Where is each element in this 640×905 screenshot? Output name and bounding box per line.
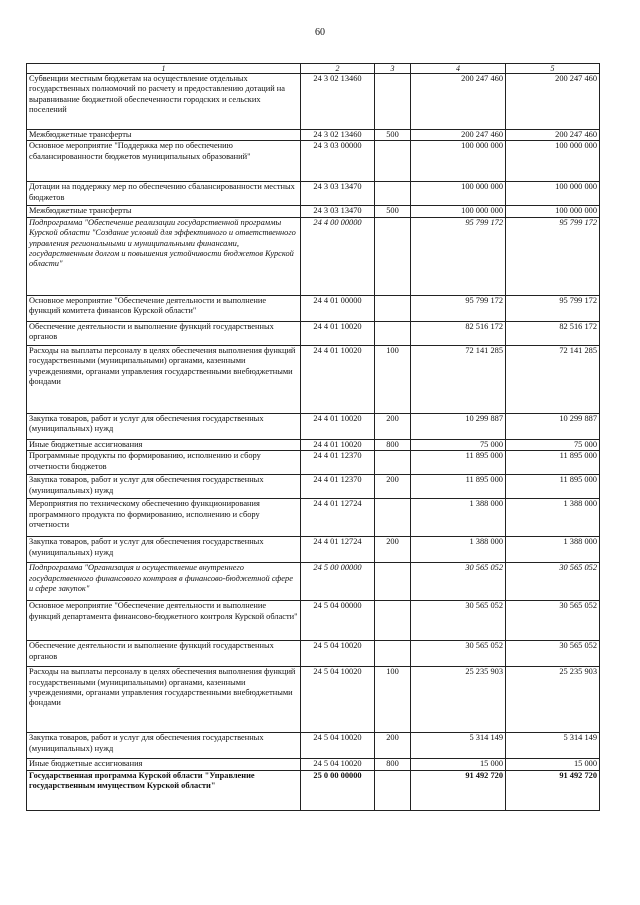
row-value-col5-cell: 25 235 903 [506,667,600,733]
row-value-col4-cell: 200 247 460 [411,130,506,141]
row-kind-cell [375,563,411,601]
row-value-col4-cell: 200 247 460 [411,74,506,130]
row-kind-cell [375,451,411,475]
table-row [27,601,600,641]
row-value-col5-cell: 200 247 460 [506,74,600,130]
row-code-cell: 24 4 01 12370 [301,451,375,475]
table-row [27,770,600,810]
table-row [27,130,600,141]
row-name-cell: Государственная программа Курской области "Управление государственным имуществом Курской области" [27,770,301,810]
row-kind-cell: 800 [375,439,411,450]
row-value-col5-cell: 95 799 172 [506,217,600,295]
row-code-cell: 24 3 03 13470 [301,206,375,217]
row-value-col4-cell: 82 516 172 [411,321,506,345]
row-name-cell: Обеспечение деятельности и выполнение функций государственных органов [27,321,301,345]
page-number: 60 [315,27,325,38]
row-value-col5-cell: 72 141 285 [506,345,600,413]
row-kind-cell: 200 [375,475,411,499]
row-kind-cell: 500 [375,130,411,141]
row-name-cell: Расходы на выплаты персоналу в целях обеспечения выполнения функций государственными (муниципальными) органами, казенными учреждениями, органами управления государственными внебюджетными фондами [27,345,301,413]
budget-table [26,63,600,811]
row-name-cell: Закупка товаров, работ и услуг для обеспечения государственных (муниципальных) нужд [27,413,301,439]
column-header-4: 4 [411,64,506,74]
table-row [27,74,600,130]
row-kind-cell [375,601,411,641]
row-name-cell: Программные продукты по формированию, исполнению и сбору отчетности бюджетов [27,451,301,475]
row-code-cell: 24 5 04 10020 [301,667,375,733]
row-value-col5-cell: 1 388 000 [506,499,600,537]
row-name-cell: Иные бюджетные ассигнования [27,759,301,770]
table-row [27,759,600,770]
row-value-col4-cell: 11 895 000 [411,475,506,499]
row-name-cell: Закупка товаров, работ и услуг для обеспечения государственных (муниципальных) нужд [27,537,301,563]
row-value-col4-cell: 100 000 000 [411,182,506,206]
row-kind-cell: 200 [375,733,411,759]
table-row [27,667,600,733]
row-name-cell: Расходы на выплаты персоналу в целях обеспечения выполнения функций государственными (муниципальными) органами, казенными учреждениями, органами управления государственными внебюджетными фондами [27,667,301,733]
row-kind-cell [375,321,411,345]
row-code-cell: 24 3 02 13460 [301,130,375,141]
row-value-col4-cell: 1 388 000 [411,537,506,563]
row-value-col4-cell: 30 565 052 [411,641,506,667]
row-value-col4-cell: 95 799 172 [411,295,506,321]
row-name-cell: Дотации на поддержку мер по обеспечению сбалансированности местных бюджетов [27,182,301,206]
table-row [27,217,600,295]
row-value-col5-cell: 11 895 000 [506,451,600,475]
table-row [27,537,600,563]
row-value-col4-cell: 1 388 000 [411,499,506,537]
row-value-col4-cell: 72 141 285 [411,345,506,413]
row-kind-cell [375,641,411,667]
row-kind-cell: 100 [375,667,411,733]
row-value-col4-cell: 100 000 000 [411,141,506,182]
row-kind-cell [375,499,411,537]
row-code-cell: 24 4 01 12370 [301,475,375,499]
row-value-col5-cell: 91 492 720 [506,770,600,810]
column-header-2: 2 [301,64,375,74]
row-value-col5-cell: 100 000 000 [506,182,600,206]
row-name-cell: Субвенции местным бюджетам на осуществление отдельных государственных полномочий по расчету и предоставлению дотаций на выравнивание бюджетной обеспеченности городских и сельских поселений [27,74,301,130]
row-name-cell: Закупка товаров, работ и услуг для обеспечения государственных (муниципальных) нужд [27,475,301,499]
row-code-cell: 24 3 03 13470 [301,182,375,206]
row-code-cell: 24 5 04 10020 [301,733,375,759]
row-value-col5-cell: 15 000 [506,759,600,770]
row-value-col4-cell: 5 314 149 [411,733,506,759]
row-kind-cell: 800 [375,759,411,770]
row-value-col4-cell: 100 000 000 [411,206,506,217]
row-name-cell: Основное мероприятие "Обеспечение деятельности и выполнение функций комитета финансов Курской области" [27,295,301,321]
row-code-cell: 24 4 01 00000 [301,295,375,321]
row-value-col5-cell: 1 388 000 [506,537,600,563]
row-value-col5-cell: 30 565 052 [506,563,600,601]
row-kind-cell: 100 [375,345,411,413]
row-name-cell: Мероприятия по техническому обеспечению функционирования программного продукта по формированию, исполнению и сбору отчетности [27,499,301,537]
row-code-cell: 24 4 01 12724 [301,499,375,537]
column-header-3: 3 [375,64,411,74]
row-kind-cell [375,295,411,321]
row-name-cell: Межбюджетные трансферты [27,130,301,141]
row-value-col5-cell: 82 516 172 [506,321,600,345]
row-value-col5-cell: 5 314 149 [506,733,600,759]
row-value-col5-cell: 11 895 000 [506,475,600,499]
row-code-cell: 24 5 04 00000 [301,601,375,641]
row-code-cell: 24 5 04 10020 [301,641,375,667]
row-code-cell: 25 0 00 00000 [301,770,375,810]
row-value-col5-cell: 30 565 052 [506,601,600,641]
row-value-col4-cell: 95 799 172 [411,217,506,295]
row-code-cell: 24 4 01 10020 [301,439,375,450]
table-row [27,321,600,345]
row-value-col5-cell: 100 000 000 [506,141,600,182]
table-header-row [27,64,600,74]
row-kind-cell: 500 [375,206,411,217]
row-code-cell: 24 5 00 00000 [301,563,375,601]
table-row [27,641,600,667]
row-code-cell: 24 3 02 13460 [301,74,375,130]
table-row [27,413,600,439]
row-kind-cell [375,74,411,130]
row-name-cell: Подпрограмма "Обеспечение реализации государственной программы Курской области "Создание условий для эффективного и ответственного управления региональными и муниципальными финансами, государственным долгом и повышения устойчивости бюджетов Курской области" [27,217,301,295]
row-kind-cell: 200 [375,413,411,439]
row-value-col5-cell: 10 299 887 [506,413,600,439]
row-value-col4-cell: 30 565 052 [411,601,506,641]
row-value-col5-cell: 30 565 052 [506,641,600,667]
table-row [27,733,600,759]
row-name-cell: Основное мероприятие "Поддержка мер по обеспечению сбалансированности бюджетов муниципальных образований" [27,141,301,182]
table-row [27,439,600,450]
row-value-col4-cell: 25 235 903 [411,667,506,733]
row-code-cell: 24 4 00 00000 [301,217,375,295]
row-kind-cell: 200 [375,537,411,563]
table-row [27,295,600,321]
row-code-cell: 24 4 01 10020 [301,345,375,413]
row-value-col4-cell: 10 299 887 [411,413,506,439]
table-row [27,475,600,499]
row-value-col4-cell: 15 000 [411,759,506,770]
row-value-col5-cell: 75 000 [506,439,600,450]
row-kind-cell [375,182,411,206]
row-value-col4-cell: 91 492 720 [411,770,506,810]
row-value-col5-cell: 95 799 172 [506,295,600,321]
table-body [27,74,600,811]
row-kind-cell [375,217,411,295]
table-row [27,499,600,537]
table-row [27,563,600,601]
row-name-cell: Обеспечение деятельности и выполнение функций государственных органов [27,641,301,667]
row-name-cell: Закупка товаров, работ и услуг для обеспечения государственных (муниципальных) нужд [27,733,301,759]
row-name-cell: Подпрограмма "Организация и осуществление внутреннего государственного финансового контроля в финансово-бюджетной сфере и сфере закупок" [27,563,301,601]
row-name-cell: Основное мероприятие "Обеспечение деятельности и выполнение функций департамента финансово-бюджетного контроля Курской области" [27,601,301,641]
table-row [27,141,600,182]
row-code-cell: 24 4 01 12724 [301,537,375,563]
table-row [27,182,600,206]
table-row [27,345,600,413]
column-header-5: 5 [506,64,600,74]
row-kind-cell [375,141,411,182]
row-code-cell: 24 4 01 10020 [301,321,375,345]
row-code-cell: 24 5 04 10020 [301,759,375,770]
row-value-col5-cell: 100 000 000 [506,206,600,217]
column-header-1: 1 [27,64,301,74]
row-value-col4-cell: 30 565 052 [411,563,506,601]
row-name-cell: Межбюджетные трансферты [27,206,301,217]
row-name-cell: Иные бюджетные ассигнования [27,439,301,450]
row-code-cell: 24 3 03 00000 [301,141,375,182]
row-value-col4-cell: 11 895 000 [411,451,506,475]
row-code-cell: 24 4 01 10020 [301,413,375,439]
row-kind-cell [375,770,411,810]
row-value-col4-cell: 75 000 [411,439,506,450]
table-row [27,451,600,475]
table-row [27,206,600,217]
row-value-col5-cell: 200 247 460 [506,130,600,141]
